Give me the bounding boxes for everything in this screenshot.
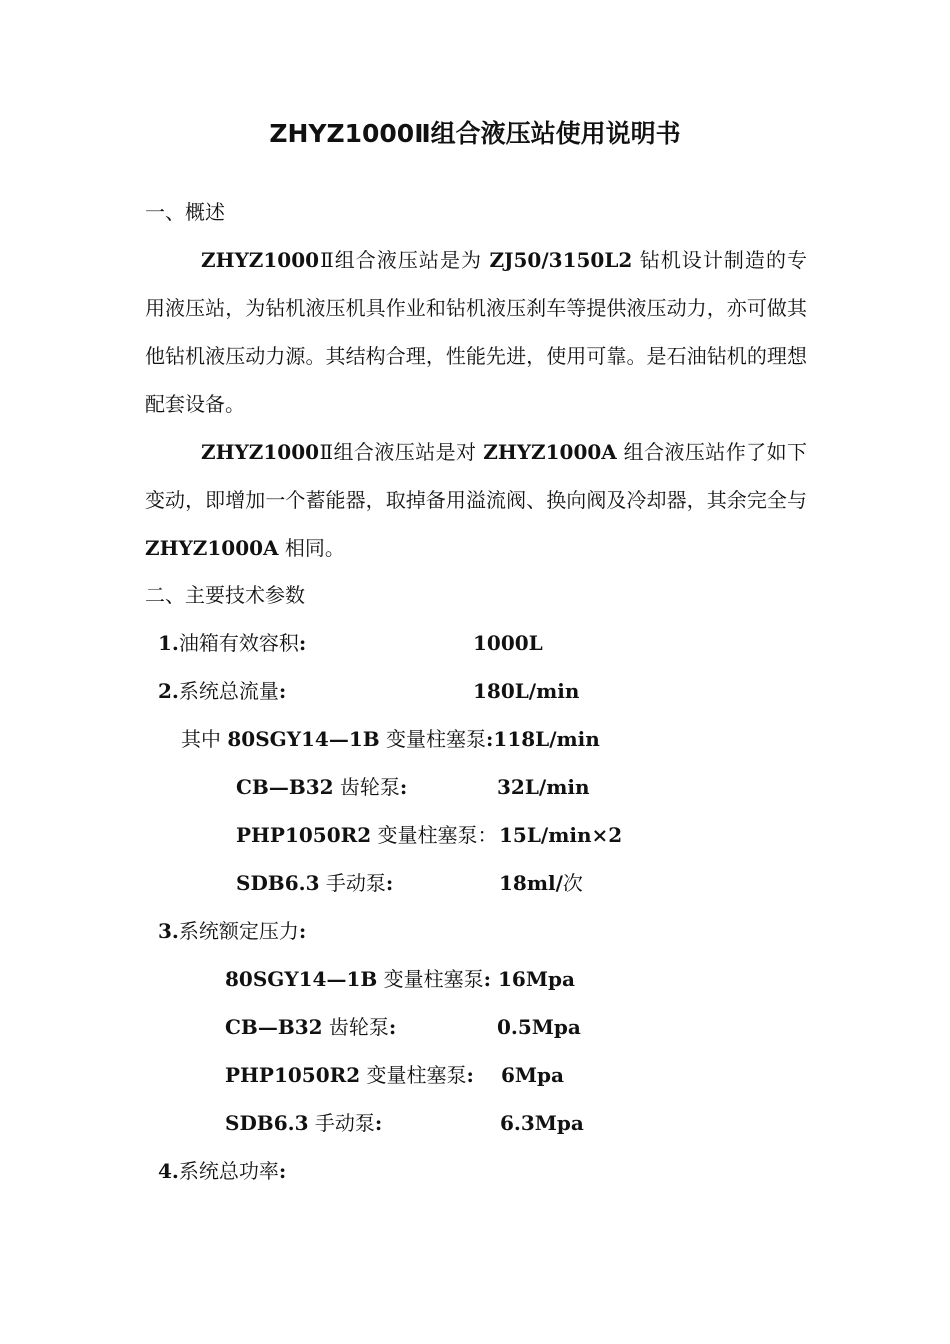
pump-model: CB—B32 — [236, 775, 334, 799]
colon: : — [374, 1111, 383, 1135]
pump-model: 80SGY14—1B — [225, 967, 378, 991]
unit: 次 — [562, 871, 583, 895]
param-value: 18ml/ — [499, 871, 563, 895]
section-heading-params: 二、主要技术参数 — [145, 583, 305, 607]
pump-type: 齿轮泵 — [322, 1015, 389, 1039]
pressure-pump-sdb-label — [225, 1108, 382, 1138]
colon: : — [278, 679, 287, 703]
param-value: 6.3Mpa — [500, 1111, 584, 1135]
pump-type: 变量柱塞泵 — [377, 967, 484, 991]
pressure-pump-cb-label — [225, 1012, 396, 1042]
param-pressure-label — [158, 916, 306, 946]
param-tank-label — [158, 628, 306, 658]
model-name: ZHYZ1000 — [201, 248, 320, 272]
param-label: 油箱有效容积 — [178, 631, 299, 655]
colon: ： — [477, 823, 498, 847]
param-power-label — [158, 1156, 286, 1186]
item-number: 3. — [158, 919, 179, 943]
text-run: Ⅱ组合液压站是对 — [319, 440, 484, 464]
pump-model: CB—B32 — [225, 1015, 323, 1039]
text-run: 其中 — [181, 727, 228, 751]
text-run: Ⅱ组合液压站是为 — [319, 248, 490, 272]
document-title: ZHYZ1000Ⅱ组合液压站使用说明书 — [269, 119, 681, 148]
flow-pump-sdb-value — [499, 868, 583, 898]
pump-type: 变量柱塞泵 — [371, 823, 478, 847]
pressure-pump-cb-value — [497, 1012, 581, 1042]
param-label: 系统总流量 — [178, 679, 279, 703]
param-label: 系统额定压力 — [178, 919, 299, 943]
flow-pump-80sgy — [181, 724, 600, 754]
section-heading-overview: 一、概述 — [145, 200, 225, 224]
text-run: 组合液压站作了如下变动，即增加一个蓄能器，取掉备用溢流阀、换向阀及冷却器，其余完全与 — [145, 440, 807, 512]
param-value: 32L/min — [497, 775, 590, 799]
model-name: ZHYZ1000A — [145, 536, 279, 560]
pump-model: PHP1050R2 — [236, 823, 372, 847]
colon: : — [399, 775, 408, 799]
param-value: 6Mpa — [501, 1063, 564, 1087]
flow-pump-cb-value — [497, 772, 590, 802]
flow-pump-php-label — [236, 820, 498, 850]
pump-model: 80SGY14—1B — [227, 727, 380, 751]
pump-type: 齿轮泵 — [333, 775, 400, 799]
param-value: :118L/min — [486, 727, 600, 751]
item-number: 2. — [158, 679, 179, 703]
pump-type: 手动泵 — [319, 871, 386, 895]
pump-model: SDB6.3 — [225, 1111, 309, 1135]
text-run: 钻机设计制造的专用液压站，为钻机液压机具作业和钻机液压刹车等提供液压动力，亦可做其他钻机液压动力源。其结构合理，性能先进，使用可靠。是石油钻机的理想配套设备。 — [145, 248, 808, 416]
rig-model: ZJ50/3150L2 — [489, 248, 633, 272]
colon: : — [298, 919, 307, 943]
flow-pump-php-value — [499, 820, 622, 850]
pump-type: 变量柱塞泵 — [379, 727, 487, 751]
param-flow-value — [473, 676, 579, 706]
text-run: 相同。 — [278, 536, 345, 560]
pump-model: PHP1050R2 — [225, 1063, 361, 1087]
item-number: 4. — [158, 1159, 179, 1183]
paragraph-overview-1 — [145, 236, 807, 428]
pressure-pump-sdb-value — [500, 1108, 584, 1138]
model-name: ZHYZ1000 — [201, 440, 320, 464]
pressure-pump-php-value — [501, 1060, 564, 1090]
colon: : — [385, 871, 394, 895]
param-tank-value — [473, 628, 543, 658]
colon: : — [278, 1159, 287, 1183]
pressure-pump-php-label — [225, 1060, 474, 1090]
colon: : — [466, 1063, 474, 1087]
param-value: 1000L — [473, 631, 543, 655]
pump-type: 变量柱塞泵 — [360, 1063, 467, 1087]
param-value: 0.5Mpa — [497, 1015, 581, 1039]
colon: : — [388, 1015, 397, 1039]
item-number: 1. — [158, 631, 179, 655]
model-name: ZHYZ1000A — [483, 440, 617, 464]
param-value: : 16Mpa — [483, 967, 575, 991]
colon: : — [298, 631, 307, 655]
pump-type: 手动泵 — [308, 1111, 375, 1135]
multiplier: ×2 — [591, 823, 623, 847]
pressure-pump-80sgy — [225, 964, 575, 994]
flow-pump-sdb-label — [236, 868, 393, 898]
param-label: 系统总功率 — [178, 1159, 279, 1183]
pump-model: SDB6.3 — [236, 871, 320, 895]
flow-pump-cb-label — [236, 772, 407, 802]
param-value: 180L/min — [473, 679, 580, 703]
param-flow-label — [158, 676, 286, 706]
paragraph-overview-2 — [145, 428, 807, 572]
param-value: 15L/min — [499, 823, 592, 847]
